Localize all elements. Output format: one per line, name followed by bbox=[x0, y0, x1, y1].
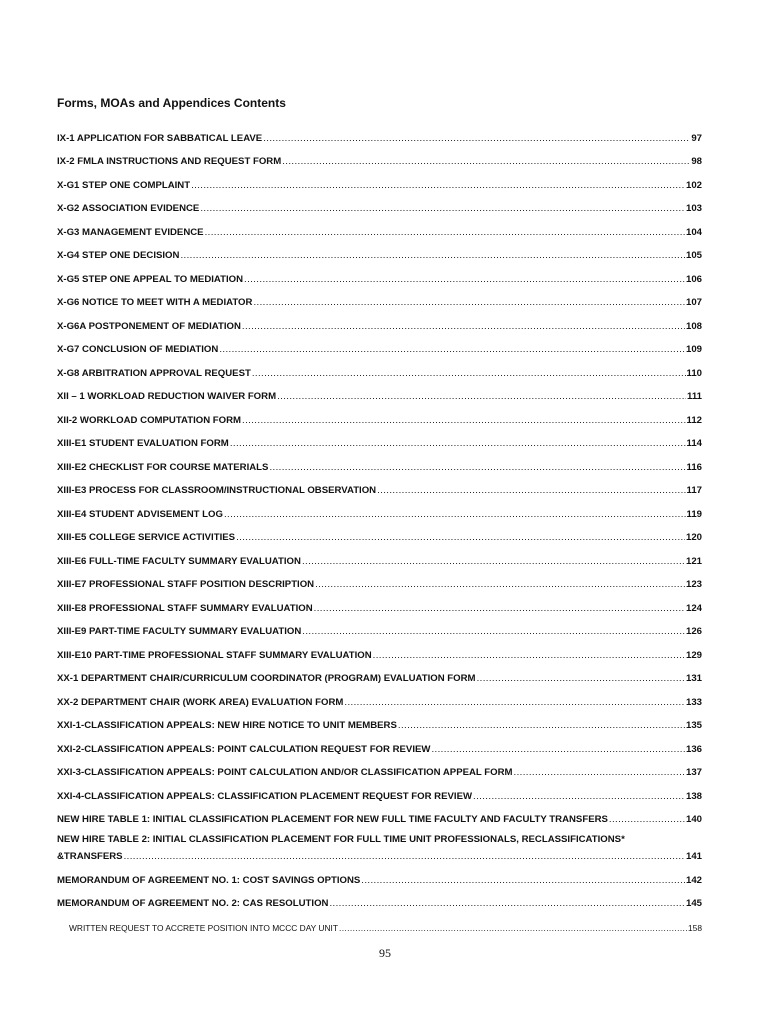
toc-entry-title: XIII-E6 FULL-TIME FACULTY SUMMARY EVALUATION bbox=[57, 555, 301, 567]
dot-leader bbox=[514, 767, 685, 778]
toc-list bbox=[57, 120, 702, 825]
toc-entry[interactable] bbox=[57, 708, 702, 732]
toc-entry[interactable] bbox=[57, 614, 702, 638]
toc-entry-title: XX-1 DEPARTMENT CHAIR/CURRICULUM COORDINATOR (PROGRAM) EVALUATION FORM bbox=[57, 673, 476, 684]
dot-leader bbox=[373, 650, 685, 661]
toc-entry[interactable] bbox=[57, 426, 702, 450]
toc-entry[interactable] bbox=[57, 308, 702, 332]
toc-entry[interactable] bbox=[57, 637, 702, 661]
toc-entry-page: 103 bbox=[685, 203, 702, 214]
toc-entry[interactable] bbox=[57, 543, 702, 567]
toc-entry-page: 108 bbox=[685, 320, 702, 332]
dot-leader bbox=[252, 368, 686, 379]
dot-leader bbox=[315, 579, 685, 590]
toc-entry-title: XIII-E5 COLLEGE SERVICE ACTIVITIES bbox=[57, 532, 236, 543]
toc-entry-page: 111 bbox=[687, 391, 702, 402]
toc-entry-title: X-G2 ASSOCIATION EVIDENCE bbox=[57, 203, 200, 214]
toc-entry-title: XIII-E9 PART-TIME FACULTY SUMMARY EVALUATION bbox=[57, 626, 302, 637]
toc-entry[interactable] bbox=[57, 332, 702, 356]
dot-leader bbox=[200, 203, 685, 214]
toc-entry[interactable] bbox=[57, 144, 702, 168]
toc-entry-title-line1: NEW HIRE TABLE 2: INITIAL CLASSIFICATION PLACEMENT FOR FULL TIME UNIT PROFESSIONALS, RECLASSIFICATIONS* bbox=[57, 834, 625, 845]
dot-leader bbox=[242, 321, 685, 332]
toc-entry-title: XIII-E7 PROFESSIONAL STAFF POSITION DESCRIPTION bbox=[57, 579, 315, 590]
toc-entry[interactable] bbox=[57, 261, 702, 285]
toc-entry-page: 138 bbox=[685, 790, 702, 802]
toc-entry-title: XXI-1-CLASSIFICATION APPEALS: NEW HIRE NOTICE TO UNIT MEMBERS bbox=[57, 720, 397, 731]
dot-leader bbox=[253, 297, 685, 308]
toc-entry[interactable] bbox=[57, 778, 702, 802]
dot-leader bbox=[224, 509, 686, 520]
dot-leader bbox=[219, 344, 685, 355]
dot-leader bbox=[302, 556, 685, 567]
toc-entry-page: 106 bbox=[685, 273, 702, 285]
toc-entry[interactable] bbox=[57, 731, 702, 755]
toc-entry-written-request[interactable] bbox=[57, 909, 702, 933]
toc-entry-title: MEMORANDUM OF AGREEMENT NO. 1: COST SAVINGS OPTIONS bbox=[57, 874, 361, 886]
dot-leader bbox=[124, 851, 685, 862]
toc-entry-page: 145 bbox=[685, 898, 702, 909]
toc-entry-title: X-G6 NOTICE TO MEET WITH A MEDIATOR bbox=[57, 297, 253, 308]
toc-entry-title: XIII-E8 PROFESSIONAL STAFF SUMMARY EVALUATION bbox=[57, 602, 313, 614]
toc-entry-page: 105 bbox=[685, 250, 702, 261]
toc-entry[interactable] bbox=[57, 285, 702, 309]
toc-entry-page: 126 bbox=[685, 626, 702, 637]
toc-entry-title: XXI-3-CLASSIFICATION APPEALS: POINT CALCULATION AND/OR CLASSIFICATION APPEAL FORM bbox=[57, 767, 513, 778]
toc-entry-page: 121 bbox=[685, 555, 702, 567]
toc-entry[interactable] bbox=[57, 684, 702, 708]
toc-entry-page: 102 bbox=[685, 179, 702, 191]
toc-entry-page: 124 bbox=[685, 602, 702, 614]
toc-entry-new-hire-table-2[interactable] bbox=[57, 825, 702, 862]
toc-entry[interactable] bbox=[57, 590, 702, 614]
dot-leader bbox=[277, 391, 686, 402]
toc-entry-page: 112 bbox=[686, 414, 702, 426]
toc-entry-title-line2: &TRANSFERS bbox=[57, 851, 123, 862]
toc-entry-page: 120 bbox=[685, 532, 702, 543]
toc-entry-page: 97 bbox=[691, 132, 702, 144]
dot-leader bbox=[339, 923, 687, 933]
page-number: 95 bbox=[379, 946, 391, 960]
toc-entry-page: 129 bbox=[685, 649, 702, 661]
toc-entry-title: X-G6A POSTPONEMENT OF MEDIATION bbox=[57, 320, 241, 332]
dot-leader bbox=[269, 462, 685, 473]
toc-entry[interactable] bbox=[57, 238, 702, 262]
dot-leader bbox=[191, 180, 685, 191]
toc-entry-title: XII – 1 WORKLOAD REDUCTION WAIVER FORM bbox=[57, 391, 277, 402]
toc-entry-title: XX-2 DEPARTMENT CHAIR (WORK AREA) EVALUATION FORM bbox=[57, 696, 344, 708]
toc-entry-page: 135 bbox=[685, 720, 702, 731]
toc-entry-title: X-G5 STEP ONE APPEAL TO MEDIATION bbox=[57, 273, 244, 285]
dot-leader bbox=[180, 250, 685, 261]
dot-leader bbox=[242, 415, 685, 426]
toc-entry[interactable] bbox=[57, 402, 702, 426]
toc-entry-page: 141 bbox=[685, 851, 702, 862]
dot-leader bbox=[230, 438, 686, 449]
dot-leader bbox=[263, 133, 690, 144]
toc-entry-page: 104 bbox=[685, 226, 702, 238]
toc-entry-title: XXI-4-CLASSIFICATION APPEALS: CLASSIFICATION PLACEMENT REQUEST FOR REVIEW bbox=[57, 790, 473, 802]
moa-list bbox=[57, 862, 702, 909]
dot-leader bbox=[302, 626, 685, 637]
toc-entry-page: 158 bbox=[688, 922, 702, 933]
toc-entry-title: XXI-2-CLASSIFICATION APPEALS: POINT CALCULATION REQUEST FOR REVIEW bbox=[57, 743, 431, 755]
dot-leader bbox=[244, 274, 685, 285]
page-title: Forms, MOAs and Appendices Contents bbox=[57, 96, 286, 110]
toc-entry-title: IX-1 APPLICATION FOR SABBATICAL LEAVE bbox=[57, 132, 263, 144]
toc-entry-page: 116 bbox=[686, 461, 702, 473]
dot-leader bbox=[236, 532, 685, 543]
dot-leader bbox=[344, 697, 685, 708]
dot-leader bbox=[377, 485, 685, 496]
toc-entry-page: 136 bbox=[685, 743, 702, 755]
toc-entry[interactable] bbox=[57, 520, 702, 544]
toc-entry[interactable] bbox=[57, 567, 702, 591]
dot-leader bbox=[314, 603, 685, 614]
toc-entry[interactable] bbox=[57, 661, 702, 685]
toc-entry-title: MEMORANDUM OF AGREEMENT NO. 2: CAS RESOLUTION bbox=[57, 898, 329, 909]
toc-entry-page: 98 bbox=[691, 156, 702, 167]
toc-entry-title: X-G7 CONCLUSION OF MEDIATION bbox=[57, 344, 219, 355]
toc-entry[interactable] bbox=[57, 755, 702, 779]
toc-entry-title: IX-2 FMLA INSTRUCTIONS AND REQUEST FORM bbox=[57, 156, 282, 167]
toc-entry[interactable] bbox=[57, 449, 702, 473]
toc-entry-title: X-G3 MANAGEMENT EVIDENCE bbox=[57, 226, 204, 238]
dot-leader bbox=[329, 898, 685, 909]
toc-entry-title: XII-2 WORKLOAD COMPUTATION FORM bbox=[57, 414, 242, 426]
toc-entry[interactable] bbox=[57, 473, 702, 497]
toc-entry-page: 133 bbox=[685, 696, 702, 708]
dot-leader bbox=[477, 673, 685, 684]
toc-entry[interactable] bbox=[57, 120, 702, 144]
toc-entry-title: XIII-E10 PART-TIME PROFESSIONAL STAFF SUMMARY EVALUATION bbox=[57, 649, 372, 661]
toc-entry-title: XIII-E3 PROCESS FOR CLASSROOM/INSTRUCTIONAL OBSERVATION bbox=[57, 485, 377, 496]
toc-entry[interactable] bbox=[57, 886, 702, 910]
toc-entry-page: 142 bbox=[685, 874, 702, 886]
toc-entry-page: 140 bbox=[685, 814, 702, 825]
toc-entry-page: 110 bbox=[686, 367, 702, 379]
toc-entry[interactable] bbox=[57, 379, 702, 403]
toc-entry[interactable] bbox=[57, 191, 702, 215]
toc-entry[interactable] bbox=[57, 802, 702, 826]
toc-entry[interactable] bbox=[57, 214, 702, 238]
toc-entry[interactable] bbox=[57, 862, 702, 886]
table-of-contents bbox=[57, 120, 702, 933]
toc-entry[interactable] bbox=[57, 355, 702, 379]
toc-entry-title: X-G4 STEP ONE DECISION bbox=[57, 250, 180, 261]
toc-entry-title: XIII-E2 CHECKLIST FOR COURSE MATERIALS bbox=[57, 461, 269, 473]
dot-leader bbox=[431, 744, 685, 755]
dot-leader bbox=[398, 720, 685, 731]
dot-leader bbox=[361, 875, 685, 886]
toc-entry-page: 109 bbox=[685, 344, 702, 355]
toc-entry-title: NEW HIRE TABLE 1: INITIAL CLASSIFICATION PLACEMENT FOR NEW FULL TIME FACULTY AND FACULTY TRANSFERS bbox=[57, 814, 608, 825]
toc-entry-page: 117 bbox=[686, 485, 702, 496]
dot-leader bbox=[473, 791, 685, 802]
dot-leader bbox=[282, 156, 690, 167]
toc-entry-page: 123 bbox=[685, 579, 702, 590]
toc-entry-title: WRITTEN REQUEST TO ACCRETE POSITION INTO MCCC DAY UNIT bbox=[69, 922, 338, 933]
toc-entry[interactable] bbox=[57, 496, 702, 520]
toc-entry[interactable] bbox=[57, 167, 702, 191]
toc-entry-title: X-G8 ARBITRATION APPROVAL REQUEST bbox=[57, 367, 251, 379]
toc-entry-page: 137 bbox=[685, 767, 702, 778]
dot-leader bbox=[609, 814, 685, 825]
toc-entry-title: XIII-E1 STUDENT EVALUATION FORM bbox=[57, 438, 229, 449]
toc-entry-page: 131 bbox=[685, 673, 702, 684]
toc-entry-page: 114 bbox=[686, 438, 702, 449]
toc-entry-title: XIII-E4 STUDENT ADVISEMENT LOG bbox=[57, 508, 223, 520]
toc-entry-page: 107 bbox=[685, 297, 702, 308]
toc-entry-title: X-G1 STEP ONE COMPLAINT bbox=[57, 179, 191, 191]
toc-entry-page: 119 bbox=[686, 508, 702, 520]
dot-leader bbox=[205, 227, 685, 238]
